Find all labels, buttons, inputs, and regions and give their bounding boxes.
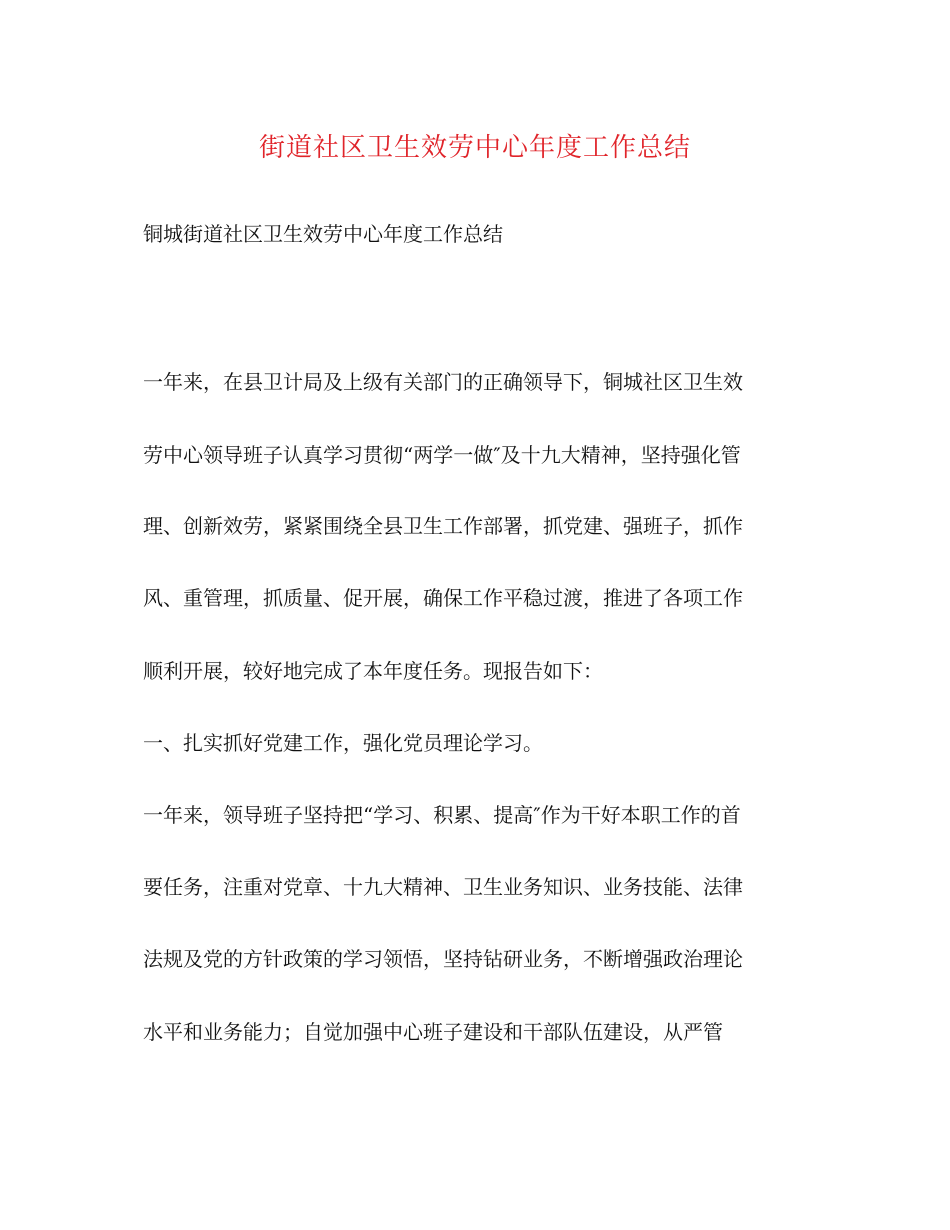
paragraph-line-7: 要任务，注重对党章、十九大精神、卫生业务知识、业务技能、法律 [143,875,743,899]
paragraph-line-2: 劳中心领导班子认真学习贯彻“两学一做″及十九大精神，坚持强化管 [143,443,741,467]
paragraph-line-6: 一年来，领导班子坚持把“学习、积累、提高″作为干好本职工作的首 [143,803,741,827]
paragraph-line-5: 顺利开展，较好地完成了本年度任务。现报告如下： [143,659,603,683]
paragraph-line-1: 一年来，在县卫计局及上级有关部门的正确领导下，铜城社区卫生效 [143,370,743,394]
paragraph-line-3: 理、创新效劳，紧紧围绕全县卫生工作部署，抓党建、强班子，抓作 [143,514,743,538]
paragraph-line-8: 法规及党的方针政策的学习领悟，坚持钻研业务，不断增强政治理论 [143,947,743,971]
section-heading-1: 一、扎实抓好党建工作，强化党员理论学习。 [143,731,543,755]
paragraph-line-4: 风、重管理，抓质量、促开展，确保工作平稳过渡，推进了各项工作 [143,586,743,610]
document-title: 街道社区卫生效劳中心年度工作总结 [258,133,691,163]
document-subtitle: 铜城街道社区卫生效劳中心年度工作总结 [143,222,503,246]
paragraph-line-9: 水平和业务能力；自觉加强中心班子建设和干部队伍建设，从严管 [143,1020,723,1044]
